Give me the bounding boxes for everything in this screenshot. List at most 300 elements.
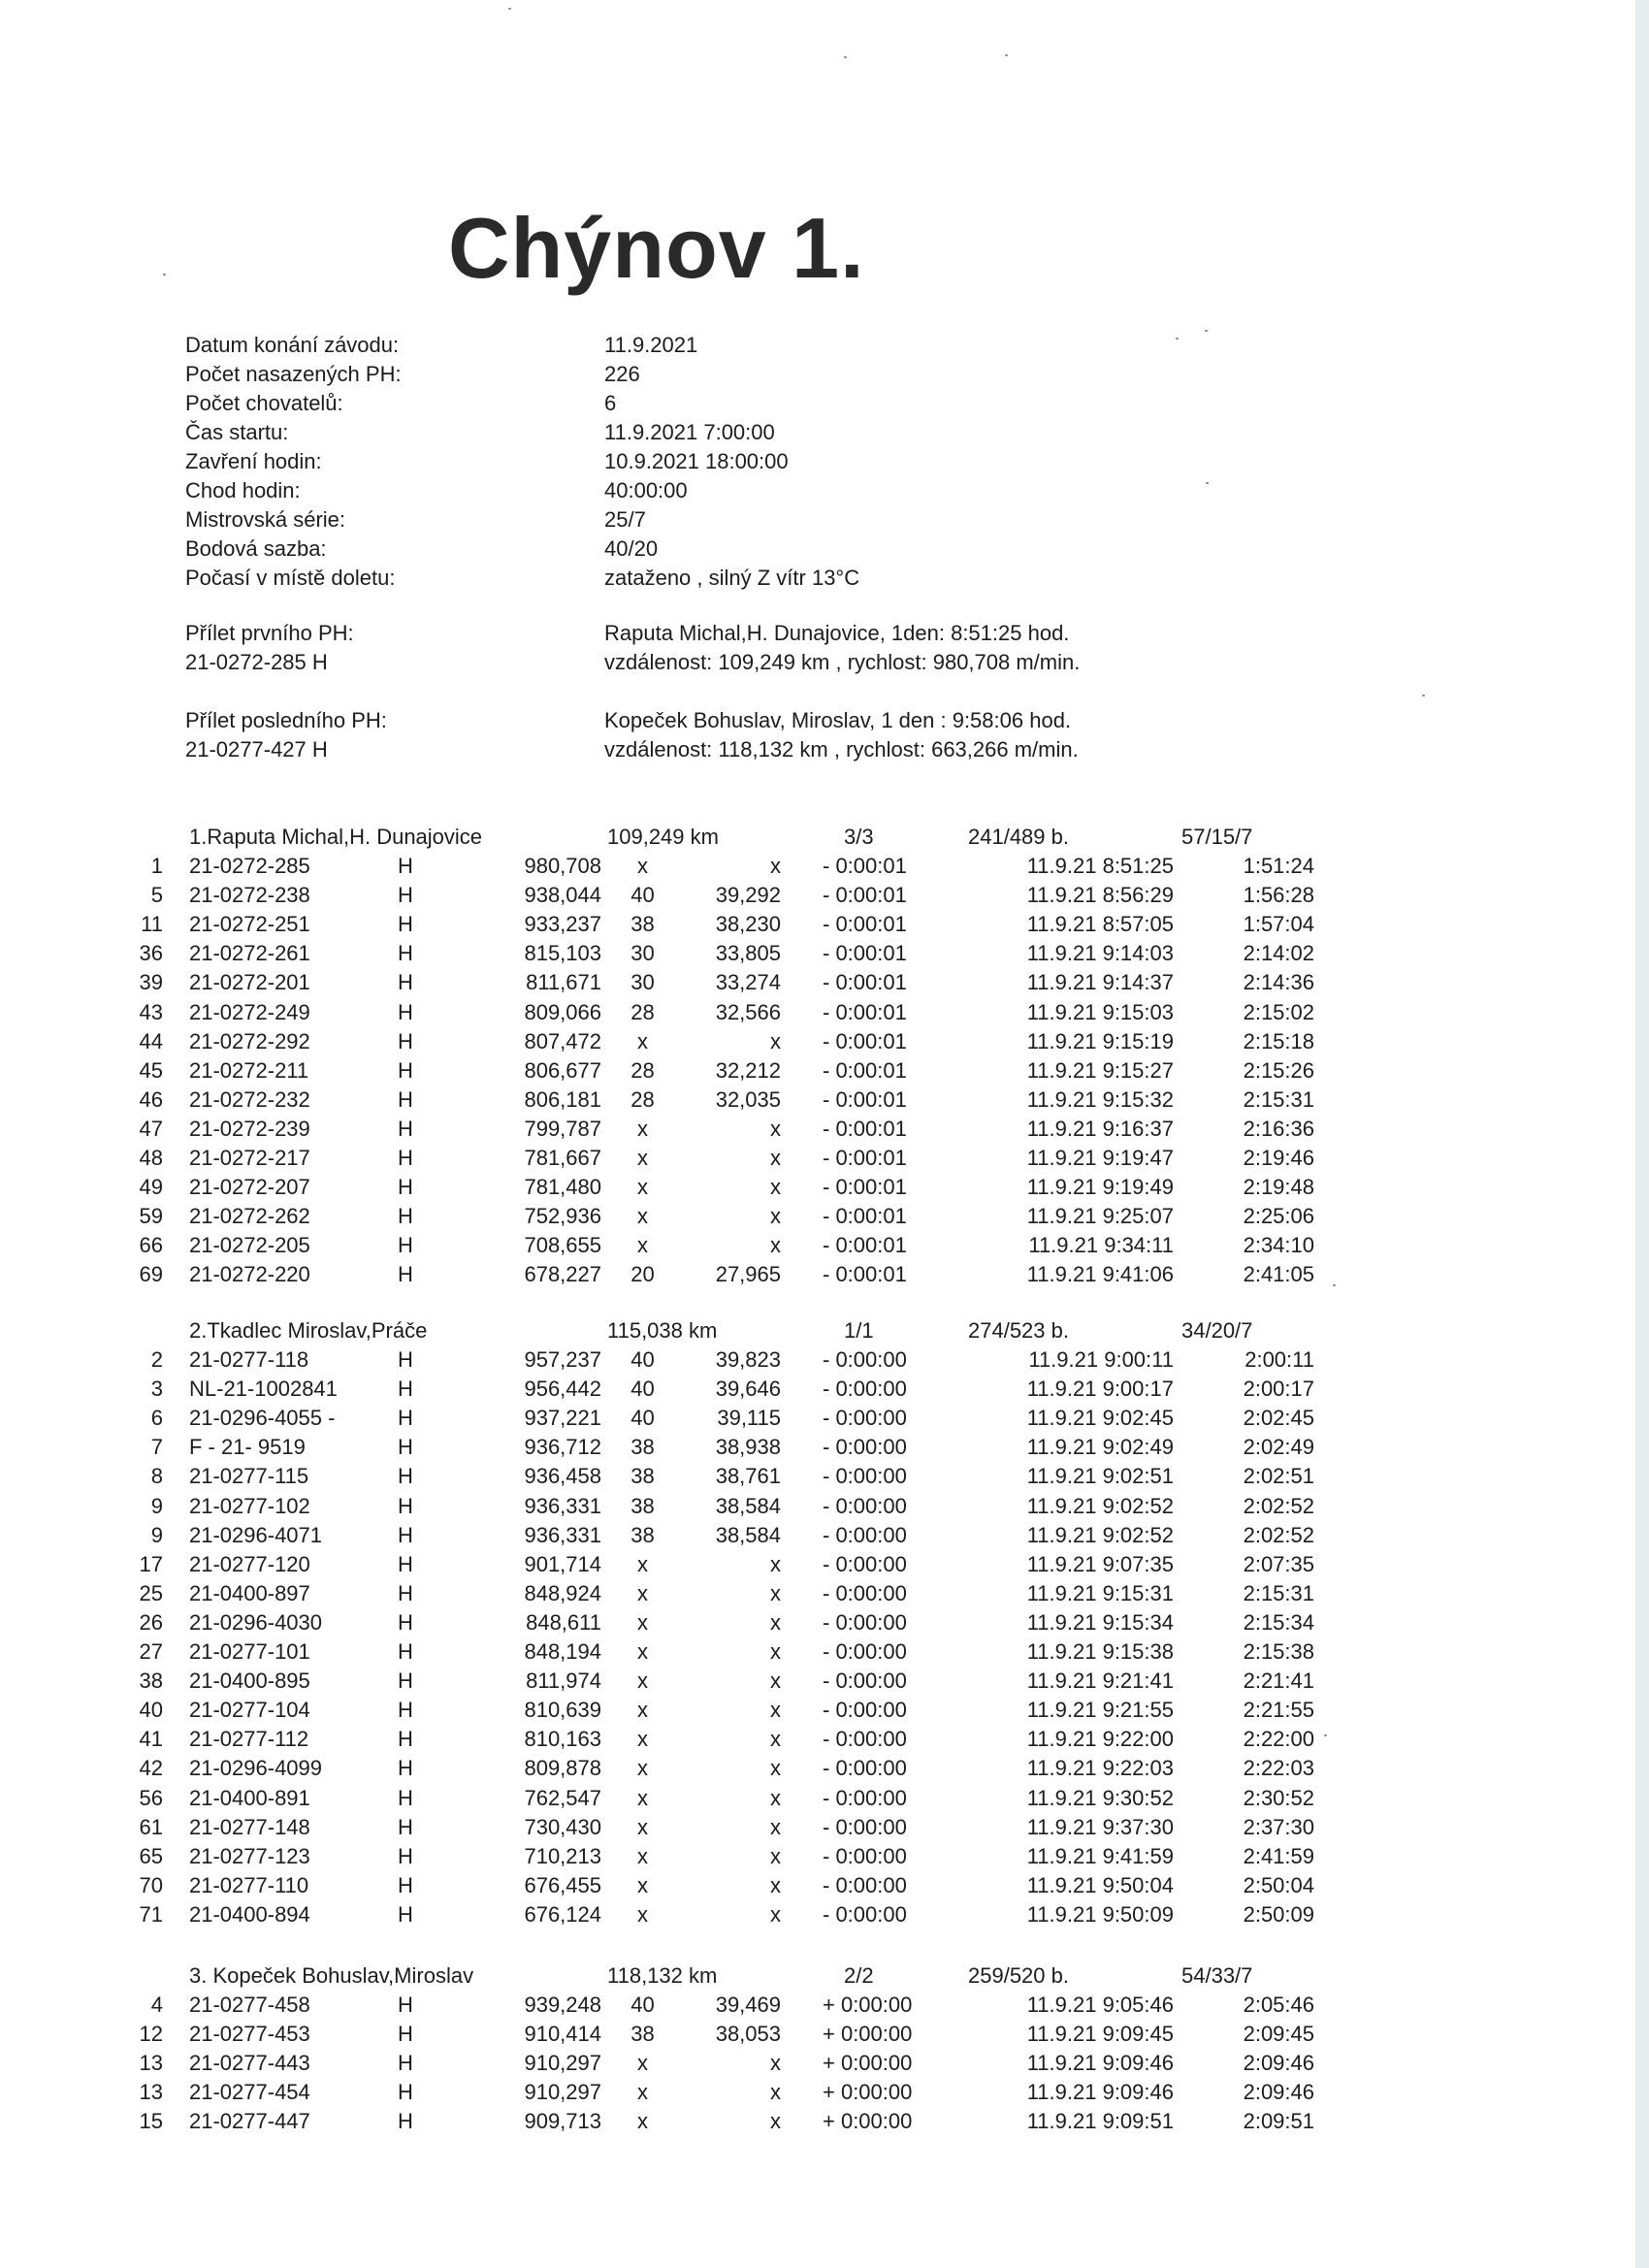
cell-coefficient: 32,212 bbox=[715, 1058, 781, 1083]
cell-coefficient: 33,805 bbox=[715, 941, 781, 965]
cell-rank: 44 bbox=[139, 1029, 163, 1053]
cell-flight-time: 2:41:59 bbox=[1243, 1844, 1314, 1868]
cell-speed: 910,297 bbox=[524, 2051, 601, 2075]
section-owner: 1.Raputa Michal,H. Dunajovice bbox=[189, 825, 483, 849]
cell-coefficient: 38,584 bbox=[715, 1523, 781, 1547]
cell-sex: H bbox=[398, 1669, 413, 1693]
cell-ring-number: 21-0272-211 bbox=[189, 1058, 309, 1083]
cell-coefficient: x bbox=[770, 1146, 781, 1170]
cell-speed: 936,331 bbox=[524, 1523, 601, 1547]
cell-flight-time: 2:02:51 bbox=[1243, 1464, 1314, 1488]
cell-rank: 42 bbox=[139, 1756, 163, 1780]
cell-ring-number: 21-0272-205 bbox=[189, 1233, 310, 1257]
cell-coefficient: x bbox=[770, 1873, 781, 1897]
cell-ring-number: 21-0272-261 bbox=[189, 941, 310, 965]
cell-points: x bbox=[637, 1727, 648, 1751]
cell-flight-time: 2:09:46 bbox=[1243, 2080, 1314, 2104]
cell-speed: 815,103 bbox=[524, 941, 601, 965]
cell-correction: - 0:00:01 bbox=[823, 1204, 907, 1228]
cell-ring-number: 21-0272-207 bbox=[189, 1175, 310, 1199]
cell-points: x bbox=[637, 1902, 648, 1927]
cell-rank: 48 bbox=[139, 1146, 163, 1170]
cell-sex: H bbox=[398, 1464, 413, 1488]
cell-points: 40 bbox=[630, 1347, 655, 1372]
cell-ring-number: 21-0272-262 bbox=[189, 1204, 310, 1228]
cell-correction: - 0:00:01 bbox=[823, 854, 907, 878]
cell-speed: 710,213 bbox=[524, 1844, 601, 1868]
last-arrival-speed: vzdálenost: 118,132 km , rychlost: 663,266 m/min. bbox=[604, 737, 1079, 761]
cell-correction: - 0:00:01 bbox=[823, 912, 907, 936]
cell-coefficient: x bbox=[770, 1786, 781, 1810]
cell-rank: 27 bbox=[139, 1639, 163, 1664]
cell-speed: 937,221 bbox=[524, 1406, 601, 1430]
cell-speed: 939,248 bbox=[524, 1993, 601, 2017]
info-label: Počasí v místě doletu: bbox=[185, 566, 396, 590]
cell-ring-number: 21-0400-891 bbox=[189, 1786, 310, 1810]
cell-coefficient: x bbox=[770, 1552, 781, 1576]
cell-sex: H bbox=[398, 1262, 413, 1286]
cell-flight-time: 2:02:52 bbox=[1243, 1523, 1314, 1547]
first-arrival-speed: vzdálenost: 109,249 km , rychlost: 980,708 m/min. bbox=[604, 650, 1081, 674]
cell-correction: - 0:00:00 bbox=[823, 1756, 907, 1780]
cell-coefficient: x bbox=[770, 1902, 781, 1927]
cell-ring-number: 21-0272-220 bbox=[189, 1262, 310, 1286]
cell-flight-time: 2:50:04 bbox=[1243, 1873, 1314, 1897]
cell-rank: 46 bbox=[139, 1087, 163, 1112]
cell-rank: 47 bbox=[139, 1117, 163, 1141]
cell-ring-number: 21-0272-201 bbox=[189, 970, 310, 994]
cell-sex: H bbox=[398, 1233, 413, 1257]
cell-sex: H bbox=[398, 1406, 413, 1430]
cell-arrival-time: 11.9.21 9:07:35 bbox=[1026, 1552, 1174, 1576]
cell-correction: + 0:00:00 bbox=[823, 1993, 913, 2017]
cell-flight-time: 2:02:45 bbox=[1243, 1406, 1314, 1430]
cell-flight-time: 2:15:18 bbox=[1243, 1029, 1314, 1053]
cell-flight-time: 1:57:04 bbox=[1243, 912, 1314, 936]
cell-coefficient: x bbox=[770, 854, 781, 878]
cell-sex: H bbox=[398, 1815, 413, 1839]
cell-flight-time: 2:30:52 bbox=[1243, 1786, 1314, 1810]
first-arrival-ring: 21-0272-285 H bbox=[185, 650, 328, 674]
cell-coefficient: x bbox=[770, 1844, 781, 1868]
cell-rank: 65 bbox=[139, 1844, 163, 1868]
cell-speed: 811,671 bbox=[526, 970, 601, 994]
cell-sex: H bbox=[398, 1087, 413, 1112]
cell-correction: - 0:00:00 bbox=[823, 1610, 907, 1635]
cell-correction: - 0:00:00 bbox=[823, 1669, 907, 1693]
cell-correction: - 0:00:01 bbox=[823, 1000, 907, 1024]
cell-ring-number: F - 21- 9519 bbox=[189, 1435, 306, 1459]
cell-ring-number: 21-0277-115 bbox=[189, 1464, 309, 1488]
cell-ring-number: 21-0272-251 bbox=[189, 912, 310, 936]
info-value: 226 bbox=[604, 362, 640, 386]
cell-ring-number: 21-0400-895 bbox=[189, 1669, 310, 1693]
cell-correction: - 0:00:00 bbox=[823, 1435, 907, 1459]
cell-points: x bbox=[637, 1786, 648, 1810]
info-label: Počet nasazených PH: bbox=[185, 362, 402, 386]
cell-sex: H bbox=[398, 2022, 413, 2046]
cell-flight-time: 2:21:41 bbox=[1243, 1669, 1314, 1693]
cell-sex: H bbox=[398, 1347, 413, 1372]
cell-points: x bbox=[637, 1117, 648, 1141]
cell-points: x bbox=[637, 1844, 648, 1868]
cell-speed: 810,163 bbox=[524, 1727, 601, 1751]
section-distance: 109,249 km bbox=[607, 825, 719, 849]
last-arrival-owner: Kopeček Bohuslav, Miroslav, 1 den : 9:58:06 hod. bbox=[604, 708, 1072, 732]
cell-flight-time: 2:00:11 bbox=[1245, 1347, 1314, 1372]
cell-ring-number: 21-0272-238 bbox=[189, 883, 310, 907]
section-distance: 115,038 km bbox=[607, 1318, 718, 1343]
cell-speed: 781,667 bbox=[524, 1146, 601, 1170]
cell-flight-time: 2:09:45 bbox=[1243, 2022, 1314, 2046]
cell-coefficient: x bbox=[770, 1233, 781, 1257]
cell-flight-time: 2:02:49 bbox=[1243, 1435, 1314, 1459]
cell-points: x bbox=[637, 1146, 648, 1170]
cell-ring-number: 21-0277-104 bbox=[189, 1698, 310, 1722]
cell-flight-time: 2:16:36 bbox=[1243, 1117, 1314, 1141]
cell-rank: 17 bbox=[139, 1552, 163, 1576]
cell-correction: - 0:00:00 bbox=[823, 1815, 907, 1839]
cell-flight-time: 2:09:46 bbox=[1243, 2051, 1314, 2075]
cell-arrival-time: 11.9.21 9:19:47 bbox=[1026, 1146, 1174, 1170]
cell-correction: - 0:00:00 bbox=[823, 1698, 907, 1722]
cell-rank: 69 bbox=[139, 1262, 163, 1286]
cell-coefficient: 38,053 bbox=[715, 2022, 781, 2046]
info-label: Datum konání závodu: bbox=[185, 333, 400, 357]
cell-points: x bbox=[637, 1204, 648, 1228]
cell-rank: 71 bbox=[139, 1902, 163, 1927]
info-value: 6 bbox=[604, 391, 617, 415]
cell-points: 28 bbox=[630, 1000, 655, 1024]
cell-ring-number: 21-0272-239 bbox=[189, 1117, 310, 1141]
cell-correction: - 0:00:00 bbox=[823, 1639, 907, 1664]
cell-arrival-time: 11.9.21 9:02:49 bbox=[1026, 1435, 1174, 1459]
cell-points: 40 bbox=[630, 1406, 655, 1430]
cell-arrival-time: 11.9.21 9:16:37 bbox=[1026, 1117, 1174, 1141]
cell-correction: - 0:00:01 bbox=[823, 1146, 907, 1170]
cell-coefficient: x bbox=[770, 2080, 781, 2104]
cell-sex: H bbox=[398, 1377, 413, 1401]
cell-speed: 678,227 bbox=[524, 1262, 601, 1286]
cell-points: x bbox=[637, 1698, 648, 1722]
cell-speed: 708,655 bbox=[524, 1233, 601, 1257]
cell-rank: 9 bbox=[150, 1494, 163, 1518]
cell-rank: 8 bbox=[150, 1464, 163, 1488]
cell-points: x bbox=[637, 1029, 648, 1053]
cell-correction: - 0:00:00 bbox=[823, 1727, 907, 1751]
cell-arrival-time: 11.9.21 9:02:52 bbox=[1026, 1523, 1174, 1547]
scan-edge bbox=[1635, 0, 1649, 2268]
cell-arrival-time: 11.9.21 9:22:03 bbox=[1026, 1756, 1174, 1780]
cell-ring-number: 21-0272-292 bbox=[189, 1029, 310, 1053]
cell-correction: - 0:00:00 bbox=[823, 1464, 907, 1488]
cell-coefficient: 39,469 bbox=[715, 1993, 781, 2017]
scan-speck bbox=[844, 56, 847, 58]
cell-speed: 807,472 bbox=[524, 1029, 601, 1053]
cell-arrival-time: 11.9.21 9:02:51 bbox=[1026, 1464, 1174, 1488]
cell-ring-number: 21-0277-148 bbox=[189, 1815, 310, 1839]
cell-arrival-time: 11.9.21 9:15:34 bbox=[1026, 1610, 1174, 1635]
cell-points: 28 bbox=[630, 1087, 655, 1112]
cell-sex: H bbox=[398, 1610, 413, 1635]
cell-coefficient: x bbox=[770, 1639, 781, 1664]
info-value: 40:00:00 bbox=[604, 478, 688, 502]
cell-correction: - 0:00:00 bbox=[823, 1494, 907, 1518]
cell-coefficient: 38,938 bbox=[715, 1435, 781, 1459]
cell-sex: H bbox=[398, 1117, 413, 1141]
cell-speed: 848,924 bbox=[524, 1581, 601, 1605]
cell-arrival-time: 11.9.21 9:22:00 bbox=[1026, 1727, 1174, 1751]
cell-points: x bbox=[637, 1175, 648, 1199]
cell-arrival-time: 11.9.21 9:34:11 bbox=[1028, 1233, 1174, 1257]
cell-speed: 781,480 bbox=[524, 1175, 601, 1199]
cell-coefficient: 38,761 bbox=[715, 1464, 781, 1488]
cell-rank: 26 bbox=[139, 1610, 163, 1635]
cell-correction: - 0:00:01 bbox=[823, 1058, 907, 1083]
cell-speed: 810,639 bbox=[524, 1698, 601, 1722]
cell-speed: 848,194 bbox=[524, 1639, 601, 1664]
cell-speed: 980,708 bbox=[524, 854, 601, 878]
cell-sex: H bbox=[398, 1552, 413, 1576]
cell-sex: H bbox=[398, 1146, 413, 1170]
cell-arrival-time: 11.9.21 9:02:52 bbox=[1026, 1494, 1174, 1518]
first-arrival-owner: Raputa Michal,H. Dunajovice, 1den: 8:51:25 hod. bbox=[604, 621, 1070, 645]
cell-arrival-time: 11.9.21 9:09:45 bbox=[1026, 2022, 1174, 2046]
cell-flight-time: 2:15:31 bbox=[1243, 1087, 1314, 1112]
cell-rank: 70 bbox=[139, 1873, 163, 1897]
cell-speed: 909,713 bbox=[524, 2109, 601, 2133]
cell-sex: H bbox=[398, 1756, 413, 1780]
cell-coefficient: 38,584 bbox=[715, 1494, 781, 1518]
cell-ring-number: 21-0277-447 bbox=[189, 2109, 310, 2133]
cell-flight-time: 2:19:48 bbox=[1243, 1175, 1314, 1199]
cell-sex: H bbox=[398, 1000, 413, 1024]
cell-coefficient: 38,230 bbox=[715, 912, 781, 936]
cell-flight-time: 2:34:10 bbox=[1243, 1233, 1314, 1257]
cell-sex: H bbox=[398, 1581, 413, 1605]
cell-coefficient: 39,646 bbox=[715, 1377, 781, 1401]
scan-speck bbox=[1205, 330, 1208, 332]
info-label: Bodová sazba: bbox=[185, 536, 327, 561]
cell-correction: - 0:00:00 bbox=[823, 1377, 907, 1401]
cell-correction: - 0:00:00 bbox=[823, 1406, 907, 1430]
cell-rank: 13 bbox=[139, 2080, 163, 2104]
info-label: Čas startu: bbox=[185, 420, 289, 444]
cell-arrival-time: 11.9.21 9:14:37 bbox=[1026, 970, 1174, 994]
section-distance: 118,132 km bbox=[607, 1963, 718, 1988]
cell-correction: - 0:00:00 bbox=[823, 1786, 907, 1810]
cell-correction: - 0:00:00 bbox=[823, 1523, 907, 1547]
cell-arrival-time: 11.9.21 9:21:41 bbox=[1026, 1669, 1174, 1693]
cell-sex: H bbox=[398, 2109, 413, 2133]
cell-ring-number: 21-0277-454 bbox=[189, 2080, 310, 2104]
cell-ring-number: 21-0277-112 bbox=[189, 1727, 309, 1751]
cell-points: x bbox=[637, 1610, 648, 1635]
cell-flight-time: 2:15:26 bbox=[1243, 1058, 1314, 1083]
cell-flight-time: 2:22:03 bbox=[1243, 1756, 1314, 1780]
cell-sex: H bbox=[398, 1902, 413, 1927]
cell-speed: 910,414 bbox=[524, 2022, 601, 2046]
cell-rank: 56 bbox=[139, 1786, 163, 1810]
cell-points: 28 bbox=[630, 1058, 655, 1083]
cell-arrival-time: 11.9.21 9:09:46 bbox=[1026, 2051, 1174, 2075]
cell-correction: + 0:00:00 bbox=[823, 2109, 913, 2133]
cell-speed: 676,455 bbox=[524, 1873, 601, 1897]
cell-points: 40 bbox=[630, 883, 655, 907]
cell-rank: 15 bbox=[139, 2109, 163, 2133]
cell-rank: 39 bbox=[139, 970, 163, 994]
cell-points: 38 bbox=[630, 1523, 655, 1547]
info-value: zataženo , silný Z vítr 13°C bbox=[604, 566, 860, 590]
cell-ring-number: 21-0272-217 bbox=[189, 1146, 310, 1170]
cell-sex: H bbox=[398, 1844, 413, 1868]
cell-correction: + 0:00:00 bbox=[823, 2022, 913, 2046]
cell-rank: 11 bbox=[141, 912, 163, 936]
cell-arrival-time: 11.9.21 9:21:55 bbox=[1026, 1698, 1174, 1722]
cell-speed: 809,066 bbox=[524, 1000, 601, 1024]
info-label: Chod hodin: bbox=[185, 478, 301, 502]
cell-ring-number: 21-0296-4099 bbox=[189, 1756, 323, 1780]
cell-arrival-time: 11.9.21 9:41:59 bbox=[1026, 1844, 1174, 1868]
cell-correction: - 0:00:00 bbox=[823, 1902, 907, 1927]
last-arrival-ring: 21-0277-427 H bbox=[185, 737, 328, 761]
cell-rank: 45 bbox=[139, 1058, 163, 1083]
cell-rank: 25 bbox=[139, 1581, 163, 1605]
cell-coefficient: 39,823 bbox=[715, 1347, 781, 1372]
cell-flight-time: 2:15:38 bbox=[1243, 1639, 1314, 1664]
cell-speed: 762,547 bbox=[524, 1786, 601, 1810]
cell-flight-time: 2:15:02 bbox=[1243, 1000, 1314, 1024]
cell-coefficient: x bbox=[770, 1727, 781, 1751]
cell-speed: 957,237 bbox=[524, 1347, 601, 1372]
cell-ring-number: 21-0277-443 bbox=[189, 2051, 310, 2075]
cell-rank: 36 bbox=[139, 941, 163, 965]
cell-ring-number: 21-0272-232 bbox=[189, 1087, 310, 1112]
cell-sex: H bbox=[398, 2051, 413, 2075]
cell-speed: 676,124 bbox=[524, 1902, 601, 1927]
cell-points: x bbox=[637, 1815, 648, 1839]
cell-sex: H bbox=[398, 1873, 413, 1897]
cell-ring-number: 21-0296-4055 - bbox=[189, 1406, 336, 1430]
cell-arrival-time: 11.9.21 9:14:03 bbox=[1026, 941, 1174, 965]
cell-correction: - 0:00:01 bbox=[823, 941, 907, 965]
cell-ring-number: NL-21-1002841 bbox=[189, 1377, 338, 1401]
cell-ring-number: 21-0277-123 bbox=[189, 1844, 310, 1868]
cell-rank: 2 bbox=[150, 1347, 163, 1372]
cell-speed: 938,044 bbox=[524, 883, 601, 907]
cell-arrival-time: 11.9.21 9:50:09 bbox=[1026, 1902, 1174, 1927]
cell-speed: 936,458 bbox=[524, 1464, 601, 1488]
cell-rank: 41 bbox=[139, 1727, 163, 1751]
cell-coefficient: x bbox=[770, 1204, 781, 1228]
cell-speed: 730,430 bbox=[524, 1815, 601, 1839]
cell-ring-number: 21-0277-120 bbox=[189, 1552, 310, 1576]
cell-flight-time: 2:14:36 bbox=[1243, 970, 1314, 994]
cell-flight-time: 2:22:00 bbox=[1243, 1727, 1314, 1751]
cell-sex: H bbox=[398, 1029, 413, 1053]
cell-coefficient: 39,292 bbox=[715, 883, 781, 907]
cell-flight-time: 2:50:09 bbox=[1243, 1902, 1314, 1927]
cell-arrival-time: 11.9.21 9:50:04 bbox=[1026, 1873, 1174, 1897]
cell-correction: - 0:00:00 bbox=[823, 1581, 907, 1605]
cell-correction: - 0:00:00 bbox=[823, 1347, 907, 1372]
cell-points: x bbox=[637, 2109, 648, 2133]
cell-points: x bbox=[637, 1873, 648, 1897]
cell-flight-time: 2:15:31 bbox=[1243, 1581, 1314, 1605]
cell-arrival-time: 11.9.21 9:00:11 bbox=[1028, 1347, 1174, 1372]
cell-rank: 38 bbox=[139, 1669, 163, 1693]
cell-correction: - 0:00:01 bbox=[823, 1175, 907, 1199]
section-points: 274/523 b. bbox=[968, 1318, 1069, 1343]
cell-flight-time: 2:09:51 bbox=[1243, 2109, 1314, 2133]
cell-correction: - 0:00:01 bbox=[823, 1262, 907, 1286]
cell-correction: - 0:00:01 bbox=[823, 1029, 907, 1053]
cell-arrival-time: 11.9.21 9:00:17 bbox=[1026, 1377, 1174, 1401]
cell-points: x bbox=[637, 1552, 648, 1576]
info-value: 10.9.2021 18:00:00 bbox=[604, 449, 789, 473]
cell-flight-time: 2:19:46 bbox=[1243, 1146, 1314, 1170]
cell-rank: 12 bbox=[139, 2022, 163, 2046]
cell-sex: H bbox=[398, 854, 413, 878]
cell-speed: 936,712 bbox=[524, 1435, 601, 1459]
cell-sex: H bbox=[398, 970, 413, 994]
info-value: 11.9.2021 bbox=[604, 333, 698, 357]
section-owner: 2.Tkadlec Miroslav,Práče bbox=[189, 1318, 428, 1343]
cell-correction: - 0:00:01 bbox=[823, 1233, 907, 1257]
cell-arrival-time: 11.9.21 9:02:45 bbox=[1026, 1406, 1174, 1430]
scan-speck bbox=[1333, 1284, 1336, 1286]
cell-flight-time: 2:05:46 bbox=[1243, 1993, 1314, 2017]
cell-arrival-time: 11.9.21 9:37:30 bbox=[1026, 1815, 1174, 1839]
scan-speck bbox=[1005, 54, 1008, 56]
cell-coefficient: 39,115 bbox=[717, 1406, 781, 1430]
cell-flight-time: 2:15:34 bbox=[1243, 1610, 1314, 1635]
cell-flight-time: 2:07:35 bbox=[1243, 1552, 1314, 1576]
cell-arrival-time: 11.9.21 9:30:52 bbox=[1026, 1786, 1174, 1810]
info-label: Počet chovatelů: bbox=[185, 391, 343, 415]
cell-arrival-time: 11.9.21 9:15:03 bbox=[1026, 1000, 1174, 1024]
section-points: 241/489 b. bbox=[968, 825, 1069, 849]
cell-speed: 910,297 bbox=[524, 2080, 601, 2104]
section-series: 34/20/7 bbox=[1181, 1318, 1253, 1343]
cell-sex: H bbox=[398, 1698, 413, 1722]
info-value: 25/7 bbox=[604, 507, 646, 532]
cell-rank: 61 bbox=[139, 1815, 163, 1839]
info-value: 40/20 bbox=[604, 536, 659, 561]
cell-arrival-time: 11.9.21 8:56:29 bbox=[1026, 883, 1174, 907]
page-title: Chýnov 1. bbox=[448, 200, 865, 296]
cell-speed: 811,974 bbox=[526, 1669, 601, 1693]
cell-coefficient: 32,035 bbox=[715, 1087, 781, 1112]
cell-rank: 13 bbox=[139, 2051, 163, 2075]
scan-speck bbox=[163, 274, 166, 275]
cell-speed: 809,878 bbox=[524, 1756, 601, 1780]
cell-arrival-time: 11.9.21 9:09:46 bbox=[1026, 2080, 1174, 2104]
cell-speed: 806,677 bbox=[524, 1058, 601, 1083]
scan-speck bbox=[1324, 1734, 1327, 1736]
section-ratio: 1/1 bbox=[844, 1318, 874, 1343]
cell-sex: H bbox=[398, 1058, 413, 1083]
cell-ring-number: 21-0277-458 bbox=[189, 1993, 310, 2017]
cell-arrival-time: 11.9.21 9:09:51 bbox=[1026, 2109, 1174, 2133]
cell-arrival-time: 11.9.21 9:19:49 bbox=[1026, 1175, 1174, 1199]
cell-arrival-time: 11.9.21 9:15:19 bbox=[1026, 1029, 1174, 1053]
cell-arrival-time: 11.9.21 9:25:07 bbox=[1026, 1204, 1174, 1228]
cell-rank: 43 bbox=[139, 1000, 163, 1024]
cell-ring-number: 21-0277-101 bbox=[189, 1639, 310, 1664]
cell-sex: H bbox=[398, 941, 413, 965]
cell-flight-time: 2:37:30 bbox=[1243, 1815, 1314, 1839]
